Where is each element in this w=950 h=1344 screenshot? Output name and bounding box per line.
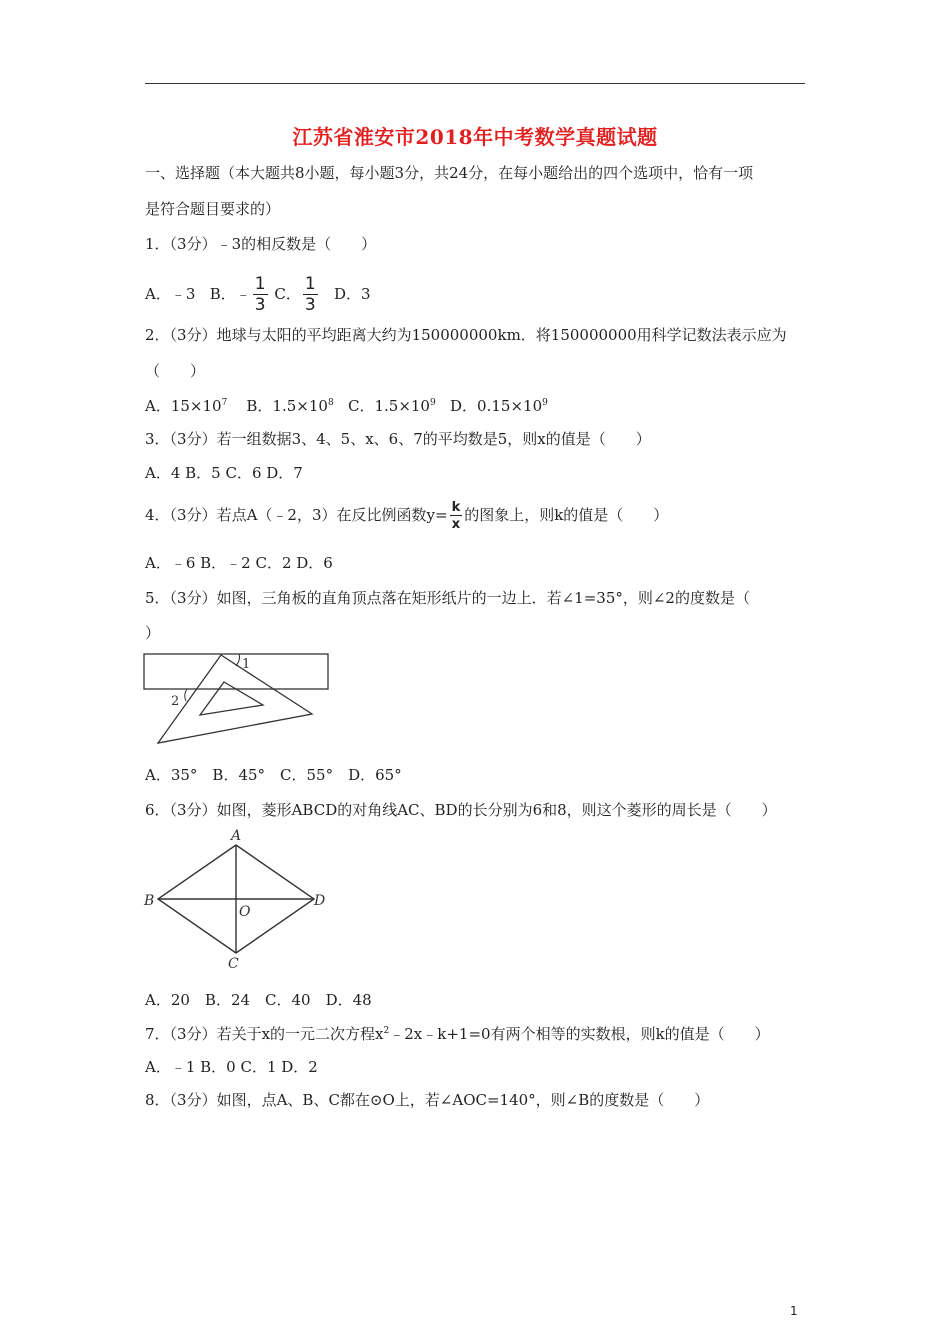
q7-options: A．﹣1 B．0 C．1 D．2 xyxy=(145,1058,318,1076)
q5-triangle-inner xyxy=(200,682,263,715)
q4-denominator: x xyxy=(451,517,461,532)
q7-stem-pre: 7．（3分）若关于x的一元二次方程x xyxy=(145,1025,384,1043)
q4-numerator: k xyxy=(451,500,461,515)
q1-c-numerator: 1 xyxy=(304,274,316,294)
q1-option-b-fraction xyxy=(253,276,268,314)
q6-stem: 6．（3分）如图，菱形ABCD的对角线AC、BD的长分别为6和8，则这个菱形的周长是（ ） xyxy=(145,801,777,819)
q1-options xyxy=(145,276,371,314)
page-number: 1 xyxy=(790,1304,798,1318)
q5-angle2-arc xyxy=(185,689,187,701)
page-title: 江苏省淮安市2018年中考数学真题试题 xyxy=(292,125,658,149)
q5-rectangle xyxy=(144,654,328,689)
q2-option-a: A．$15\times 10^7$ xyxy=(145,397,228,415)
q4-fraction xyxy=(450,501,463,531)
q5-stem-line2: ） xyxy=(145,624,161,642)
q3-options: A．4 B．5 C．6 D．7 xyxy=(145,464,303,482)
header-rule xyxy=(145,83,805,84)
q3-stem: 3．（3分）若一组数据3、4、5、x、6、7的平均数是5，则x的值是（ ） xyxy=(145,430,651,448)
q5-label-2: 2 xyxy=(171,694,180,709)
q1-option-b-prefix: B．﹣ xyxy=(209,285,251,303)
q6-label-a: A xyxy=(231,828,242,844)
q1-option-c-fraction xyxy=(303,276,318,314)
q4-stem-pre: 4．（3分）若点A（﹣2，3）在反比例函数y= xyxy=(145,506,448,524)
q5-label-1: 1 xyxy=(242,657,251,672)
section-heading-line1: 一、选择题（本大题共8小题，每小题3分，共24分，在每小题给出的四个选项中，恰有一项 xyxy=(145,164,754,182)
q4-stem-post: 的图象上，则k的值是（ ） xyxy=(464,506,669,524)
q6-label-b: B xyxy=(144,893,155,909)
q8-stem: 8．（3分）如图，点A、B、C都在⊙O上，若∠AOC=140°，则∠B的度数是（ ） xyxy=(145,1091,710,1109)
q6-label-d: D xyxy=(314,893,326,909)
q1-option-a: A．﹣3 xyxy=(145,285,196,303)
q4-stem xyxy=(145,501,668,531)
q2-option-b: B．$1.5\times 10^8$ xyxy=(246,397,334,415)
q6-options: A．20 B．24 C．40 D．48 xyxy=(145,991,372,1009)
q1-stem: 1．（3分）﹣3的相反数是（ ） xyxy=(145,235,377,253)
q4-options: A．﹣6 B．﹣2 C．2 D．6 xyxy=(145,554,333,572)
q5-options: A．35° B．45° C．55° D．65° xyxy=(145,766,402,784)
q6-label-c: C xyxy=(228,956,239,972)
q5-angle1-arc xyxy=(236,654,240,666)
q1-option-c-prefix: C． xyxy=(274,285,301,303)
section-heading-line2: 是符合题目要求的） xyxy=(145,200,281,218)
q2-stem-line2: （ ） xyxy=(145,362,206,380)
q7-stem xyxy=(145,1024,770,1044)
q5-triangle-outer xyxy=(158,655,312,743)
q2-options xyxy=(145,396,548,416)
q1-b-numerator: 1 xyxy=(254,274,266,294)
q5-stem-line1: 5．（3分）如图，三角板的直角顶点落在矩形纸片的一边上．若∠1=35°，则∠2的度数是（ xyxy=(145,589,750,607)
q7-stem-post: ﹣2x﹣k+1=0有两个相等的实数根，则k的值是（ ） xyxy=(389,1025,770,1043)
q5-figure xyxy=(140,648,340,748)
q6-figure xyxy=(140,826,340,976)
q1-option-d: D．3 xyxy=(333,285,371,303)
q2-stem-line1: 2．（3分）地球与太阳的平均距离大约为150000000km．将150000000用科学记数法表示应为 xyxy=(145,326,787,344)
q1-c-denominator: 3 xyxy=(304,295,316,315)
q7-exponent: 2 xyxy=(383,1026,390,1036)
q2-option-c: C．$1.5\times 10^9$ xyxy=(347,397,436,415)
q1-b-denominator: 3 xyxy=(254,295,266,315)
q6-label-o: O xyxy=(239,904,251,920)
q2-option-d: D．$0.15\times 10^9$ xyxy=(450,397,548,415)
